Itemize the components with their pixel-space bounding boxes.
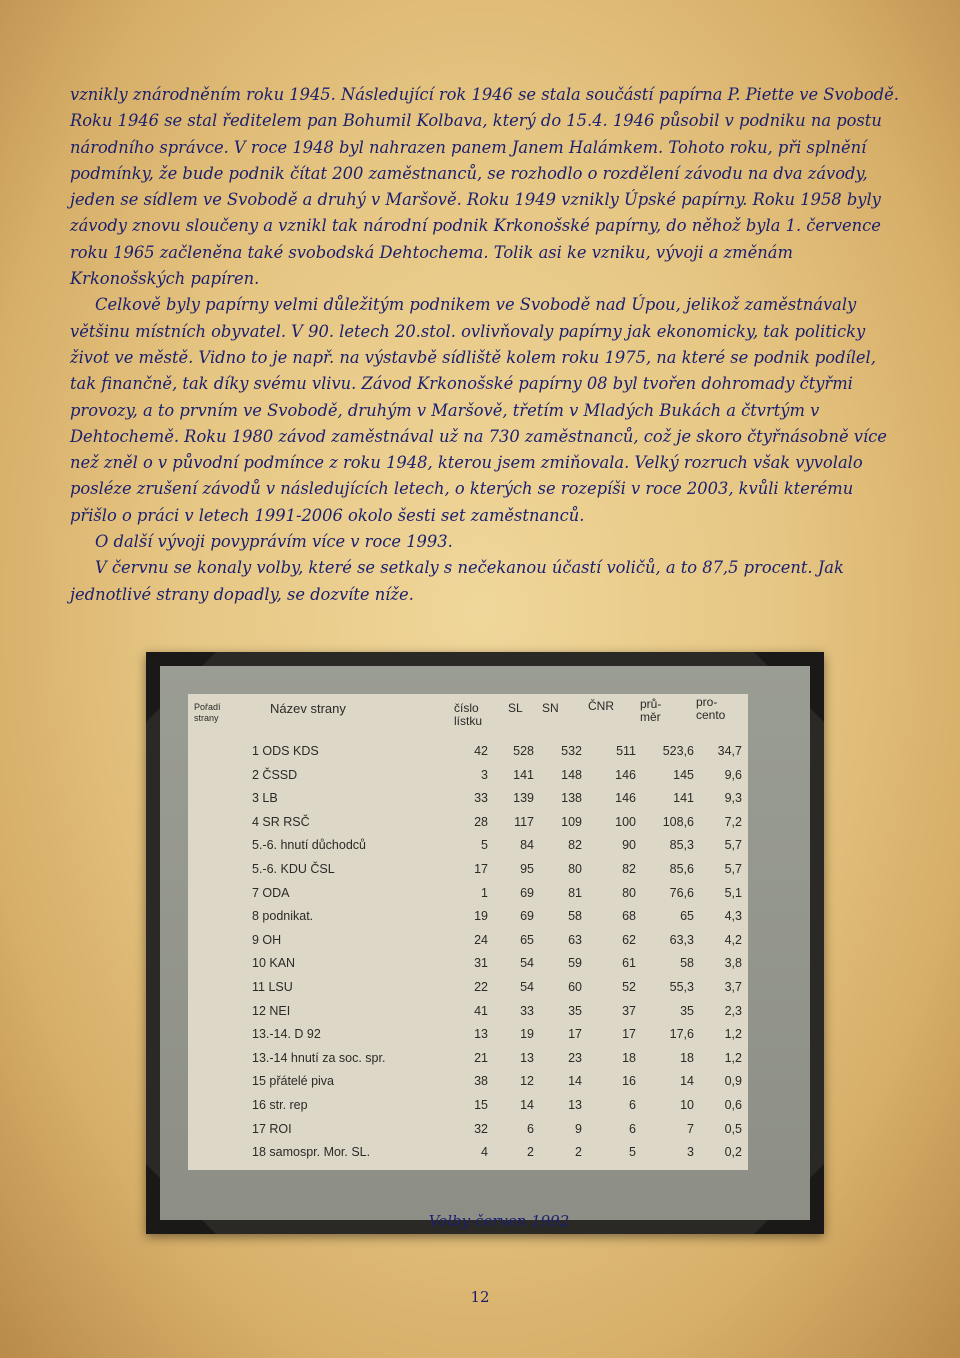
table-row xyxy=(188,791,748,815)
table-cell-name: 11 LSU xyxy=(252,980,293,994)
table-row xyxy=(188,909,748,933)
table-cell-cnr: 37 xyxy=(622,1003,636,1018)
table-cell-sn: 23 xyxy=(568,1050,582,1065)
table-row xyxy=(188,1122,748,1146)
header-avg: prů-měr xyxy=(640,697,662,724)
table-cell-name: 18 samospr. Mor. SL. xyxy=(252,1145,371,1160)
table-cell-sl: 13 xyxy=(520,1050,534,1065)
table-cell-name: 9 OH xyxy=(252,932,282,947)
header-sn: SN xyxy=(542,701,559,715)
table-cell-sn: 58 xyxy=(568,909,582,924)
table-cell-ballot: 3 xyxy=(481,767,488,782)
table-cell-sl: 528 xyxy=(513,744,534,758)
table-cell-cnr: 62 xyxy=(622,932,636,947)
table-cell-sl: 12 xyxy=(520,1074,534,1089)
photo-caption: Volby červen 1992 xyxy=(428,1212,570,1230)
table-row xyxy=(188,1145,748,1169)
table-cell-sn: 35 xyxy=(568,1003,582,1018)
table-cell-avg: 18 xyxy=(680,1050,694,1065)
table-cell-sl: 65 xyxy=(520,932,534,947)
table-cell-cnr: 146 xyxy=(615,767,636,782)
table-cell-ballot: 31 xyxy=(474,956,488,971)
table-cell-name: 12 NEI xyxy=(252,1003,291,1018)
table-cell-sn: 59 xyxy=(568,956,582,971)
table-cell-sn: 17 xyxy=(568,1027,582,1042)
table-cell-avg: 63,3 xyxy=(669,932,694,947)
table-cell-ballot: 28 xyxy=(474,814,488,829)
table-cell-sl: 69 xyxy=(520,885,534,900)
table-cell-ballot: 38 xyxy=(474,1074,488,1089)
table-cell-pct: 5,7 xyxy=(724,862,742,876)
table-cell-avg: 108,6 xyxy=(662,814,694,829)
table-cell-cnr: 5 xyxy=(629,1145,636,1160)
table-cell-sn: 80 xyxy=(568,862,582,876)
table-cell-pct: 7,2 xyxy=(724,814,742,829)
header-name: Název strany xyxy=(270,701,346,716)
table-cell-avg: 3 xyxy=(687,1145,694,1160)
table-cell-pct: 34,7 xyxy=(717,744,742,758)
table-cell-sn: 13 xyxy=(568,1098,582,1112)
table-row xyxy=(188,980,748,1004)
table-cell-cnr: 17 xyxy=(622,1027,636,1042)
photo xyxy=(160,666,810,1230)
table-cell-avg: 17,6 xyxy=(669,1027,694,1042)
table-cell-sn: 63 xyxy=(568,932,582,947)
table-row xyxy=(188,768,748,792)
header-order: Pořadí strany xyxy=(194,702,221,723)
table-cell-cnr: 80 xyxy=(622,885,636,900)
table-cell-avg: 35 xyxy=(680,1003,694,1018)
table-cell-avg: 10 xyxy=(680,1098,694,1112)
table-cell-avg: 14 xyxy=(680,1074,694,1089)
table-cell-pct: 0,5 xyxy=(724,1121,742,1136)
table-cell-pct: 3,8 xyxy=(724,956,742,971)
table-cell-sl: 6 xyxy=(527,1121,534,1136)
table-cell-avg: 7 xyxy=(687,1121,694,1136)
table-cell-sl: 54 xyxy=(520,956,534,971)
table-row xyxy=(188,1027,748,1051)
table-cell-cnr: 90 xyxy=(622,838,636,853)
table-row xyxy=(188,1098,748,1122)
table-cell-name: 13.-14 hnutí za soc. spr. xyxy=(252,1050,386,1065)
table-cell-sl: 139 xyxy=(513,791,534,806)
table-cell-name: 7 ODA xyxy=(252,885,290,900)
table-row xyxy=(188,1051,748,1075)
table-cell-sl: 54 xyxy=(520,980,534,994)
table-cell-name: 5.-6. hnutí důchodců xyxy=(252,838,366,853)
table-cell-avg: 85,3 xyxy=(669,838,694,853)
table-cell-name: 10 KAN xyxy=(252,956,296,971)
table-cell-sn: 532 xyxy=(561,744,582,758)
table-cell-pct: 1,2 xyxy=(724,1027,742,1042)
table-row xyxy=(188,862,748,886)
table-cell-sl: 14 xyxy=(520,1098,534,1112)
table-cell-pct: 1,2 xyxy=(724,1050,742,1065)
table-cell-pct: 0,6 xyxy=(724,1098,742,1112)
table-cell-sn: 138 xyxy=(561,791,582,806)
table-cell-sl: 141 xyxy=(513,767,534,782)
table-cell-sn: 14 xyxy=(568,1074,582,1089)
table-cell-sl: 2 xyxy=(527,1145,534,1160)
table-cell-avg: 141 xyxy=(673,791,694,806)
table-row xyxy=(188,933,748,957)
header-ballot: číslo lístku xyxy=(454,701,483,728)
table-cell-ballot: 15 xyxy=(474,1098,488,1112)
table-row xyxy=(188,956,748,980)
table-row xyxy=(188,1004,748,1028)
table-cell-cnr: 100 xyxy=(615,814,636,829)
table-cell-avg: 58 xyxy=(680,956,694,971)
table-cell-ballot: 41 xyxy=(474,1003,488,1018)
table-cell-sl: 117 xyxy=(514,814,534,829)
table-cell-name: 2 ČSSD xyxy=(252,767,298,782)
table-cell-sl: 33 xyxy=(520,1003,534,1018)
table-cell-pct: 9,6 xyxy=(724,767,742,782)
table-cell-cnr: 18 xyxy=(622,1050,636,1065)
table-cell-name: 8 podnikat. xyxy=(252,909,314,924)
table-cell-name: 15 přátelé piva xyxy=(252,1074,335,1089)
table-cell-avg: 65 xyxy=(680,909,694,924)
table-cell-sl: 95 xyxy=(520,862,534,876)
table-cell-name: 3 LB xyxy=(252,791,278,806)
table-cell-cnr: 511 xyxy=(616,744,636,758)
table-cell-cnr: 16 xyxy=(622,1074,636,1089)
table-cell-name: 1 ODS KDS xyxy=(252,744,319,758)
table-cell-ballot: 4 xyxy=(481,1145,488,1160)
paragraph-1: vznikly znárodněním roku 1945. Následující rok 1946 se stala součástí papírna P. Piette ve Svobodě. Roku 1946 se stal ředitelem pan Bohumil Kolbava, který do 15.4. 1946 působil v podniku na postu národního správce. V roce 1948 byl nahrazen panem Janem Halámkem. Tohoto roku, při splnění podmínky, že bude podnik čítat 200 zaměstnanců, se rozhodlo o rozdělení závodu na dva závody, jeden se sídlem ve Svobodě a druhý v Maršově. Roku 1949 vznikly Úpské papírny. Roku 1958 byly závody znovu sloučeny a vznikl tak národní podnik Krkonošské papírny, do něhož byla 1. července roku 1965 začleněna také svobodská Dehtochema. Tolik asi ke vzniku, vývoji a změnám Krkonošských papíren. xyxy=(70,85,899,289)
table-cell-cnr: 52 xyxy=(622,980,636,994)
table-row xyxy=(188,744,748,768)
table-cell-ballot: 24 xyxy=(474,932,488,947)
table-cell-avg: 55,3 xyxy=(669,980,694,994)
table-cell-sn: 9 xyxy=(575,1121,582,1136)
table-cell-ballot: 17 xyxy=(474,862,488,876)
paragraph-2: Celkově byly papírny velmi důležitým podnikem ve Svobodě nad Úpou, jelikož zaměstnávaly většinu místních obyvatel. V 90. letech 20.stol. ovlivňovaly papírny jak ekonomicky, tak politicky život ve městě. Vidno to je např. na výstavbě sídliště kolem roku 1975, na které se podnik podílel, tak finančně, tak díky svému vlivu. Závod Krkonošské papírny 08 byl tvořen dohromady čtyřmi provozy, a to prvním ve Svobodě, druhým v Maršově, třetím v Mladých Bukách a čtvrtým v Dehtochemě. Roku 1980 závod zaměstnával už na 730 zaměstnanců, což je skoro čtyřnásobně více než zněl o v původní podmínce z roku 1948, kterou jsem zmiňovala. Velký rozruch však vyvolalo posléze zrušení závodů v následujících letech, o kterých se rozepíši v roce 2003, kvůli kterému přišlo o práci v letech 1991-2006 okolo šesti set zaměstnanců. xyxy=(70,295,887,525)
table-cell-cnr: 146 xyxy=(615,791,636,806)
table-cell-name: 5.-6. KDU ČSL xyxy=(252,862,335,876)
photo-frame xyxy=(146,652,824,1234)
table-cell-cnr: 6 xyxy=(629,1121,636,1136)
table-cell-sn: 82 xyxy=(568,838,582,853)
table-cell-pct: 5,7 xyxy=(724,838,742,853)
table-cell-pct: 2,3 xyxy=(724,1003,742,1018)
table-cell-sn: 2 xyxy=(575,1145,582,1160)
paragraph-4: V červnu se konaly volby, které se setkaly s nečekanou účastí voličů, a to 87,5 procent. Jak jednotlivé strany dopadly, se dozvíte níže. xyxy=(70,558,844,604)
table-cell-ballot: 13 xyxy=(474,1027,488,1042)
table-cell-pct: 0,9 xyxy=(724,1074,742,1089)
election-results-table xyxy=(188,694,748,1170)
table-cell-sn: 148 xyxy=(561,767,582,782)
table-cell-cnr: 6 xyxy=(629,1098,636,1112)
table-cell-name: 16 str. rep xyxy=(252,1098,308,1112)
table-cell-ballot: 21 xyxy=(474,1050,488,1065)
table-cell-pct: 4,2 xyxy=(724,932,742,947)
table-row xyxy=(188,1074,748,1098)
table-cell-name: 17 ROI xyxy=(252,1121,292,1136)
header-sl: SL xyxy=(508,701,523,715)
table-cell-ballot: 33 xyxy=(474,791,488,806)
table-cell-sn: 109 xyxy=(561,814,582,829)
table-row xyxy=(188,815,748,839)
table-cell-pct: 3,7 xyxy=(724,980,742,994)
table-cell-pct: 4,3 xyxy=(724,909,742,924)
table-row xyxy=(188,838,748,862)
table-cell-sn: 81 xyxy=(568,885,582,900)
table-cell-ballot: 1 xyxy=(481,885,488,900)
table-cell-ballot: 42 xyxy=(474,744,488,758)
table-row xyxy=(188,886,748,910)
page-number: 12 xyxy=(470,1288,490,1306)
table-cell-cnr: 68 xyxy=(622,909,636,924)
table-cell-cnr: 61 xyxy=(622,956,636,971)
table-cell-pct: 0,2 xyxy=(724,1145,742,1160)
table-cell-cnr: 82 xyxy=(622,862,636,876)
table-cell-ballot: 19 xyxy=(474,909,488,924)
table-cell-sl: 69 xyxy=(520,909,534,924)
table-cell-ballot: 22 xyxy=(474,980,488,994)
table-cell-sl: 19 xyxy=(520,1027,534,1042)
table-cell-avg: 76,6 xyxy=(669,885,694,900)
table-cell-ballot: 5 xyxy=(481,838,488,853)
table-cell-avg: 85,6 xyxy=(669,862,694,876)
body-text xyxy=(70,82,900,608)
table-cell-name: 13.-14. D 92 xyxy=(252,1027,321,1042)
header-pct: pro-cento xyxy=(696,695,726,722)
table-cell-pct: 5,1 xyxy=(724,885,742,900)
paragraph-3: O další vývoji povyprávím více v roce 1993. xyxy=(95,532,453,552)
header-cnr: ČNR xyxy=(588,699,614,713)
table-cell-pct: 9,3 xyxy=(724,791,742,806)
table-cell-avg: 523,6 xyxy=(662,744,694,758)
table-cell-avg: 145 xyxy=(673,767,694,782)
table-cell-sn: 60 xyxy=(568,980,582,994)
table-cell-sl: 84 xyxy=(520,838,534,853)
table-cell-name: 4 SR RSČ xyxy=(252,814,310,829)
table-cell-ballot: 32 xyxy=(474,1121,488,1136)
